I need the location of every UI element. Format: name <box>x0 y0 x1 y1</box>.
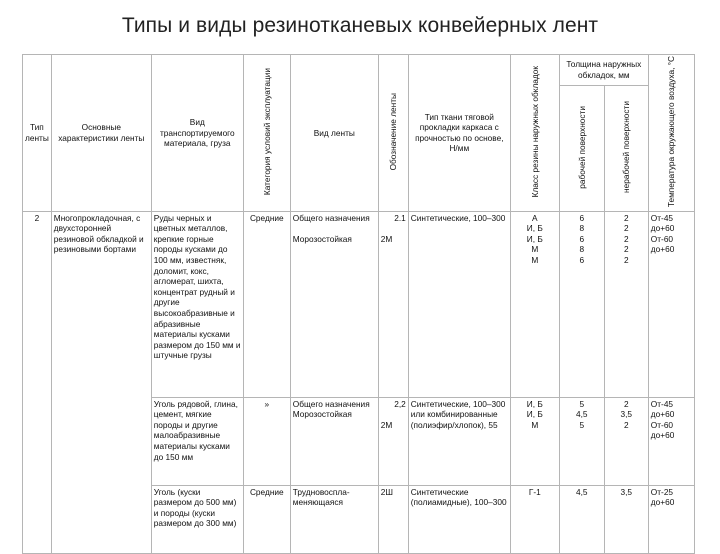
header-temperature: Температура окружающего воздуха, °C <box>648 55 694 212</box>
header-rubber-class: Класс резины наружных обкладок <box>510 55 559 212</box>
cell-temp-3: От-25 до+60 <box>648 485 694 553</box>
cell-cond-1: Средние <box>243 211 290 397</box>
header-main: Основные характеристики ленты <box>51 55 151 212</box>
cell-class-3: Г-1 <box>510 485 559 553</box>
cell-kind-1: Общего назначения Морозостойкая <box>290 211 378 397</box>
cell-nonwork-2: 2 3,5 2 <box>604 397 648 485</box>
cell-cond-3: Средние <box>243 485 290 553</box>
cell-work-3: 4,5 <box>559 485 604 553</box>
cell-des-2: 2,2 2М <box>378 397 408 485</box>
cell-class-1: А И, Б И, Б М М <box>510 211 559 397</box>
cell-cargo-2: Уголь рядовой, глина, цемент, мягкие породы и другие малоабразивные материалы кусками до 150 мм <box>151 397 243 485</box>
cell-cargo-3: Уголь (куски размером до 500 мм) и породы (куски размером до 300 мм) <box>151 485 243 553</box>
cell-nonwork-3: 3,5 <box>604 485 648 553</box>
cell-des-1: 2.1 2М <box>378 211 408 397</box>
cell-kind-2: Общего назначения Морозостойкая <box>290 397 378 485</box>
cell-work-2: 5 4,5 5 <box>559 397 604 485</box>
page-title: Типы и виды резинотканевых конвейерных лент <box>121 14 599 37</box>
header-operating: Категория условий эксплуатации <box>243 55 290 212</box>
header-thickness: Толщина наружных обкладок, мм <box>559 55 648 86</box>
cell-fabric-3: Синтетические (полиамидные), 100–300 <box>408 485 510 553</box>
header-working: рабочей поверхности <box>559 86 604 212</box>
cell-main: Многопрокладочная, с двухсторонней резиновой обкладкой и резиновыми бортами <box>51 211 151 553</box>
cell-kind-3: Трудновоспла-меняющаяся <box>290 485 378 553</box>
cell-fabric-2: Синтетические, 100–300 или комбинированные (полиэфир/хлопок), 55 <box>408 397 510 485</box>
cell-work-1: 6 8 6 8 6 <box>559 211 604 397</box>
cell-type: 2 <box>23 211 52 553</box>
header-kind: Вид ленты <box>290 55 378 212</box>
cell-cond-2: » <box>243 397 290 485</box>
cell-des-3: 2Ш <box>378 485 408 553</box>
cell-cargo-1: Руды черных и цветных металлов, крепкие горные породы кусками до 100 мм, известняк, доломит, кокс, агломерат, шихта, концентрат рудный и другие высокоабразивные и абразивные материалы кусками размером до 150 мм и штучные грузы <box>151 211 243 397</box>
cell-nonwork-1: 2 2 2 2 2 <box>604 211 648 397</box>
header-type: Тип ленты <box>23 55 52 212</box>
cell-temp-1: От-45 до+60 От-60 до+60 <box>648 211 694 397</box>
header-fabric: Тип ткани тяговой прокладки каркаса с прочностью по основе, Н/мм <box>408 55 510 212</box>
header-nonworking: нерабочей поверхности <box>604 86 648 212</box>
cell-class-2: И, Б И, Б М <box>510 397 559 485</box>
cell-fabric-1: Синтетические, 100–300 <box>408 211 510 397</box>
header-cargo: Вид транспортируемого материала, груза <box>151 55 243 212</box>
belt-types-table <box>22 54 695 554</box>
cell-temp-2: От-45 до+60 От-60 до+60 <box>648 397 694 485</box>
header-designation: Обозначение ленты <box>378 55 408 212</box>
